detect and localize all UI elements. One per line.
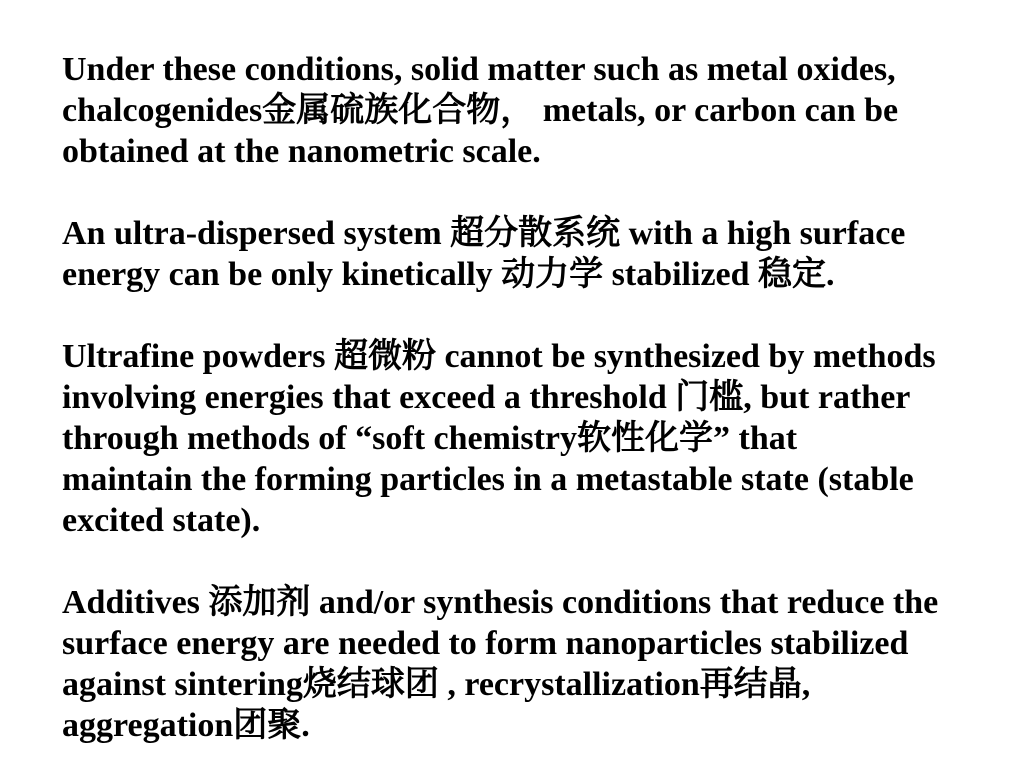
text-line: through methods of “soft chemistry软性化学” that — [62, 420, 798, 457]
text-line: Additives 添加剂 and/or synthesis conditions that reduce the — [62, 584, 939, 621]
text-line: Ultrafine powders 超微粉 cannot be synthesized by methods — [62, 338, 936, 375]
text-line: energy can be only kinetically 动力学 stabilized 稳定. — [62, 256, 835, 293]
text-line: aggregation团聚. — [62, 707, 310, 744]
paragraph-additives — [62, 582, 1024, 746]
text-line: surface energy are needed to form nanoparticles stabilized — [62, 625, 909, 662]
paragraph-ultrafine-powders — [62, 336, 1024, 541]
text-line: obtained at the nanometric scale. — [62, 133, 541, 170]
text-line: involving energies that exceed a threshold 门槛, but rather — [62, 379, 911, 416]
text-line: excited state). — [62, 502, 261, 539]
text-line: chalcogenides金属硫族化合物， metals, or carbon can be — [62, 92, 899, 129]
text-line: against sintering烧结球团 , recrystallization再结晶, — [62, 666, 811, 703]
text-line: An ultra-dispersed system 超分散系统 with a high surface — [62, 215, 906, 252]
text-line: maintain the forming particles in a metastable state (stable — [62, 461, 914, 498]
paragraph-nanometric-scale — [62, 49, 1024, 172]
text-line: Under these conditions, solid matter such as metal oxides, — [62, 51, 896, 88]
paragraph-ultra-dispersed-system — [62, 213, 1024, 295]
